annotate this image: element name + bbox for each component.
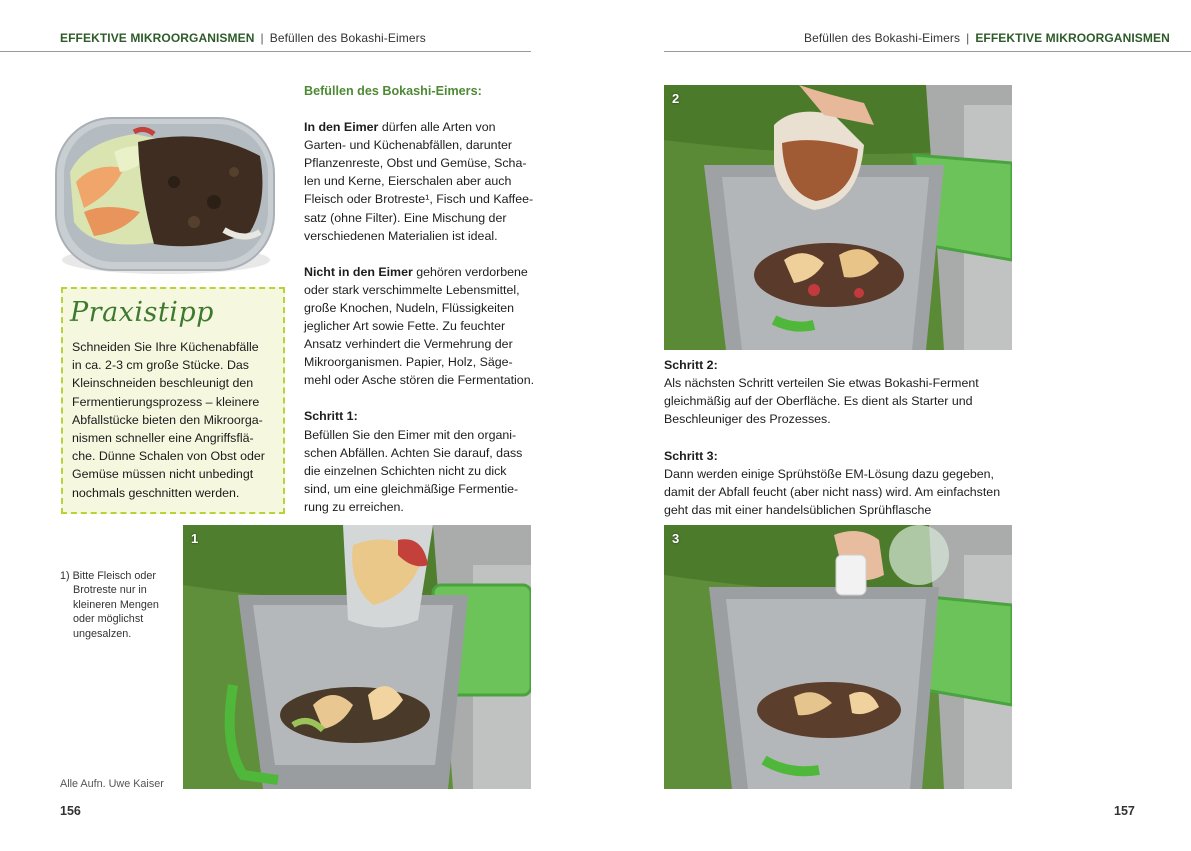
- section-heading: Befüllen des Bokashi-Eimers:: [304, 84, 482, 98]
- header-chapter-right: Befüllen des Bokashi-Eimers: [804, 31, 961, 45]
- header-section-right: EFFEKTIVE MIKROORGANISMEN: [975, 31, 1170, 45]
- photo-step-3: [664, 525, 1012, 789]
- paragraph-nicht-in-den-eimer: Nicht in den Eimer gehören verdorbene: [304, 264, 528, 279]
- header-rule-right: [664, 51, 1191, 52]
- header-section: EFFEKTIVE MIKROORGANISMEN: [60, 31, 255, 45]
- step2-block: Schritt 2: Als nächsten Schritt verteilen Sie etwas Bokashi-Ferment gleichmäßig auf der Oberfläche. Es dient als Starter und Beschleuniger des Prozesses.: [664, 358, 979, 427]
- praxistipp-text: Schneiden Sie Ihre Küchenabfälle in ca. 2-3 cm große Stücke. Das Kleinschneiden beschleunigt den Fermentierungsprozess – kleinere Abfallstücke bieten den Mikroorga- nismen schneller eine Angriffsflä- che. Dünne Schalen von Obst oder Gemüse müssen nicht unbedingt nochmals geschnitten werden.: [72, 340, 265, 500]
- left-running-header: EFFEKTIVE MIKROORGANISMEN | Befüllen des Bokashi-Eimers: [60, 31, 426, 45]
- step2-label: Schritt 2:: [664, 358, 718, 372]
- paragraph-in-den-eimer: In den Eimer dürfen alle Arten von: [304, 120, 496, 135]
- footnote: 1) Bitte Fleisch oder Brotreste nur in kleineren Mengen oder möglichst ungesalzen.: [60, 570, 159, 640]
- photo-step-1: [183, 525, 531, 789]
- step3-block: Schritt 3: Dann werden einige Sprühstöße EM-Lösung dazu gegeben, damit der Abfall feucht (aber nicht nass) wird. Am einfachsten geht das mit einer handelsüblichen Sprühflasche: [664, 449, 1001, 518]
- page-number-left: 156: [60, 804, 81, 818]
- header-chapter: Befüllen des Bokashi-Eimers: [269, 31, 426, 45]
- right-running-header: Befüllen des Bokashi-Eimers | EFFEKTIVE MIKROORGANISMEN: [804, 31, 1170, 45]
- bowl-photo: [54, 112, 278, 278]
- praxistipp-title: Praxistipp: [70, 297, 214, 328]
- header-rule-left: [0, 51, 531, 52]
- photo-step-2: [664, 85, 1012, 350]
- page-number-right: 157: [1114, 804, 1135, 818]
- step3-label: Schritt 3:: [664, 449, 718, 463]
- photo-number-1: 1: [191, 531, 199, 546]
- step1-label: Schritt 1:: [304, 409, 358, 424]
- photo-credit: Alle Aufn. Uwe Kaiser: [60, 778, 164, 790]
- photo-number-3: 3: [672, 531, 680, 546]
- photo-number-2: 2: [672, 91, 680, 106]
- main-column-text: Befüllen des Bokashi-Eimers: In den Eimer dürfen alle Arten von Garten- und Küchenabfällen, darunter Pflanzenreste, Obst und Gemüse, Scha- len und Kerne, Eierschalen aber auch Fleisch oder Brotreste¹, Fisch und Kaffee- satz (ohne Filter). Eine Mischung der verschiedenen Materialien ist ideal. Nicht in den Eimer gehören verdorbene oder stark verschimmelte Lebensmittel, große Knochen, Nudeln, Flüssigkeiten jeglicher Art sowie Fette. Zu feuchter Ansatz verhindert die Vermehrung der Mikroorganismen. Papier, Holz, Säge- mehl oder Asche stören die Fermentation. Schritt 1: Befüllen Sie den Eimer mit den organi- schen Abfällen. Achten Sie darauf, dass die einzelnen Schichten nicht zu dick sind, um eine gleichmäßige Fermentie- rung zu erreichen.: [304, 84, 535, 514]
